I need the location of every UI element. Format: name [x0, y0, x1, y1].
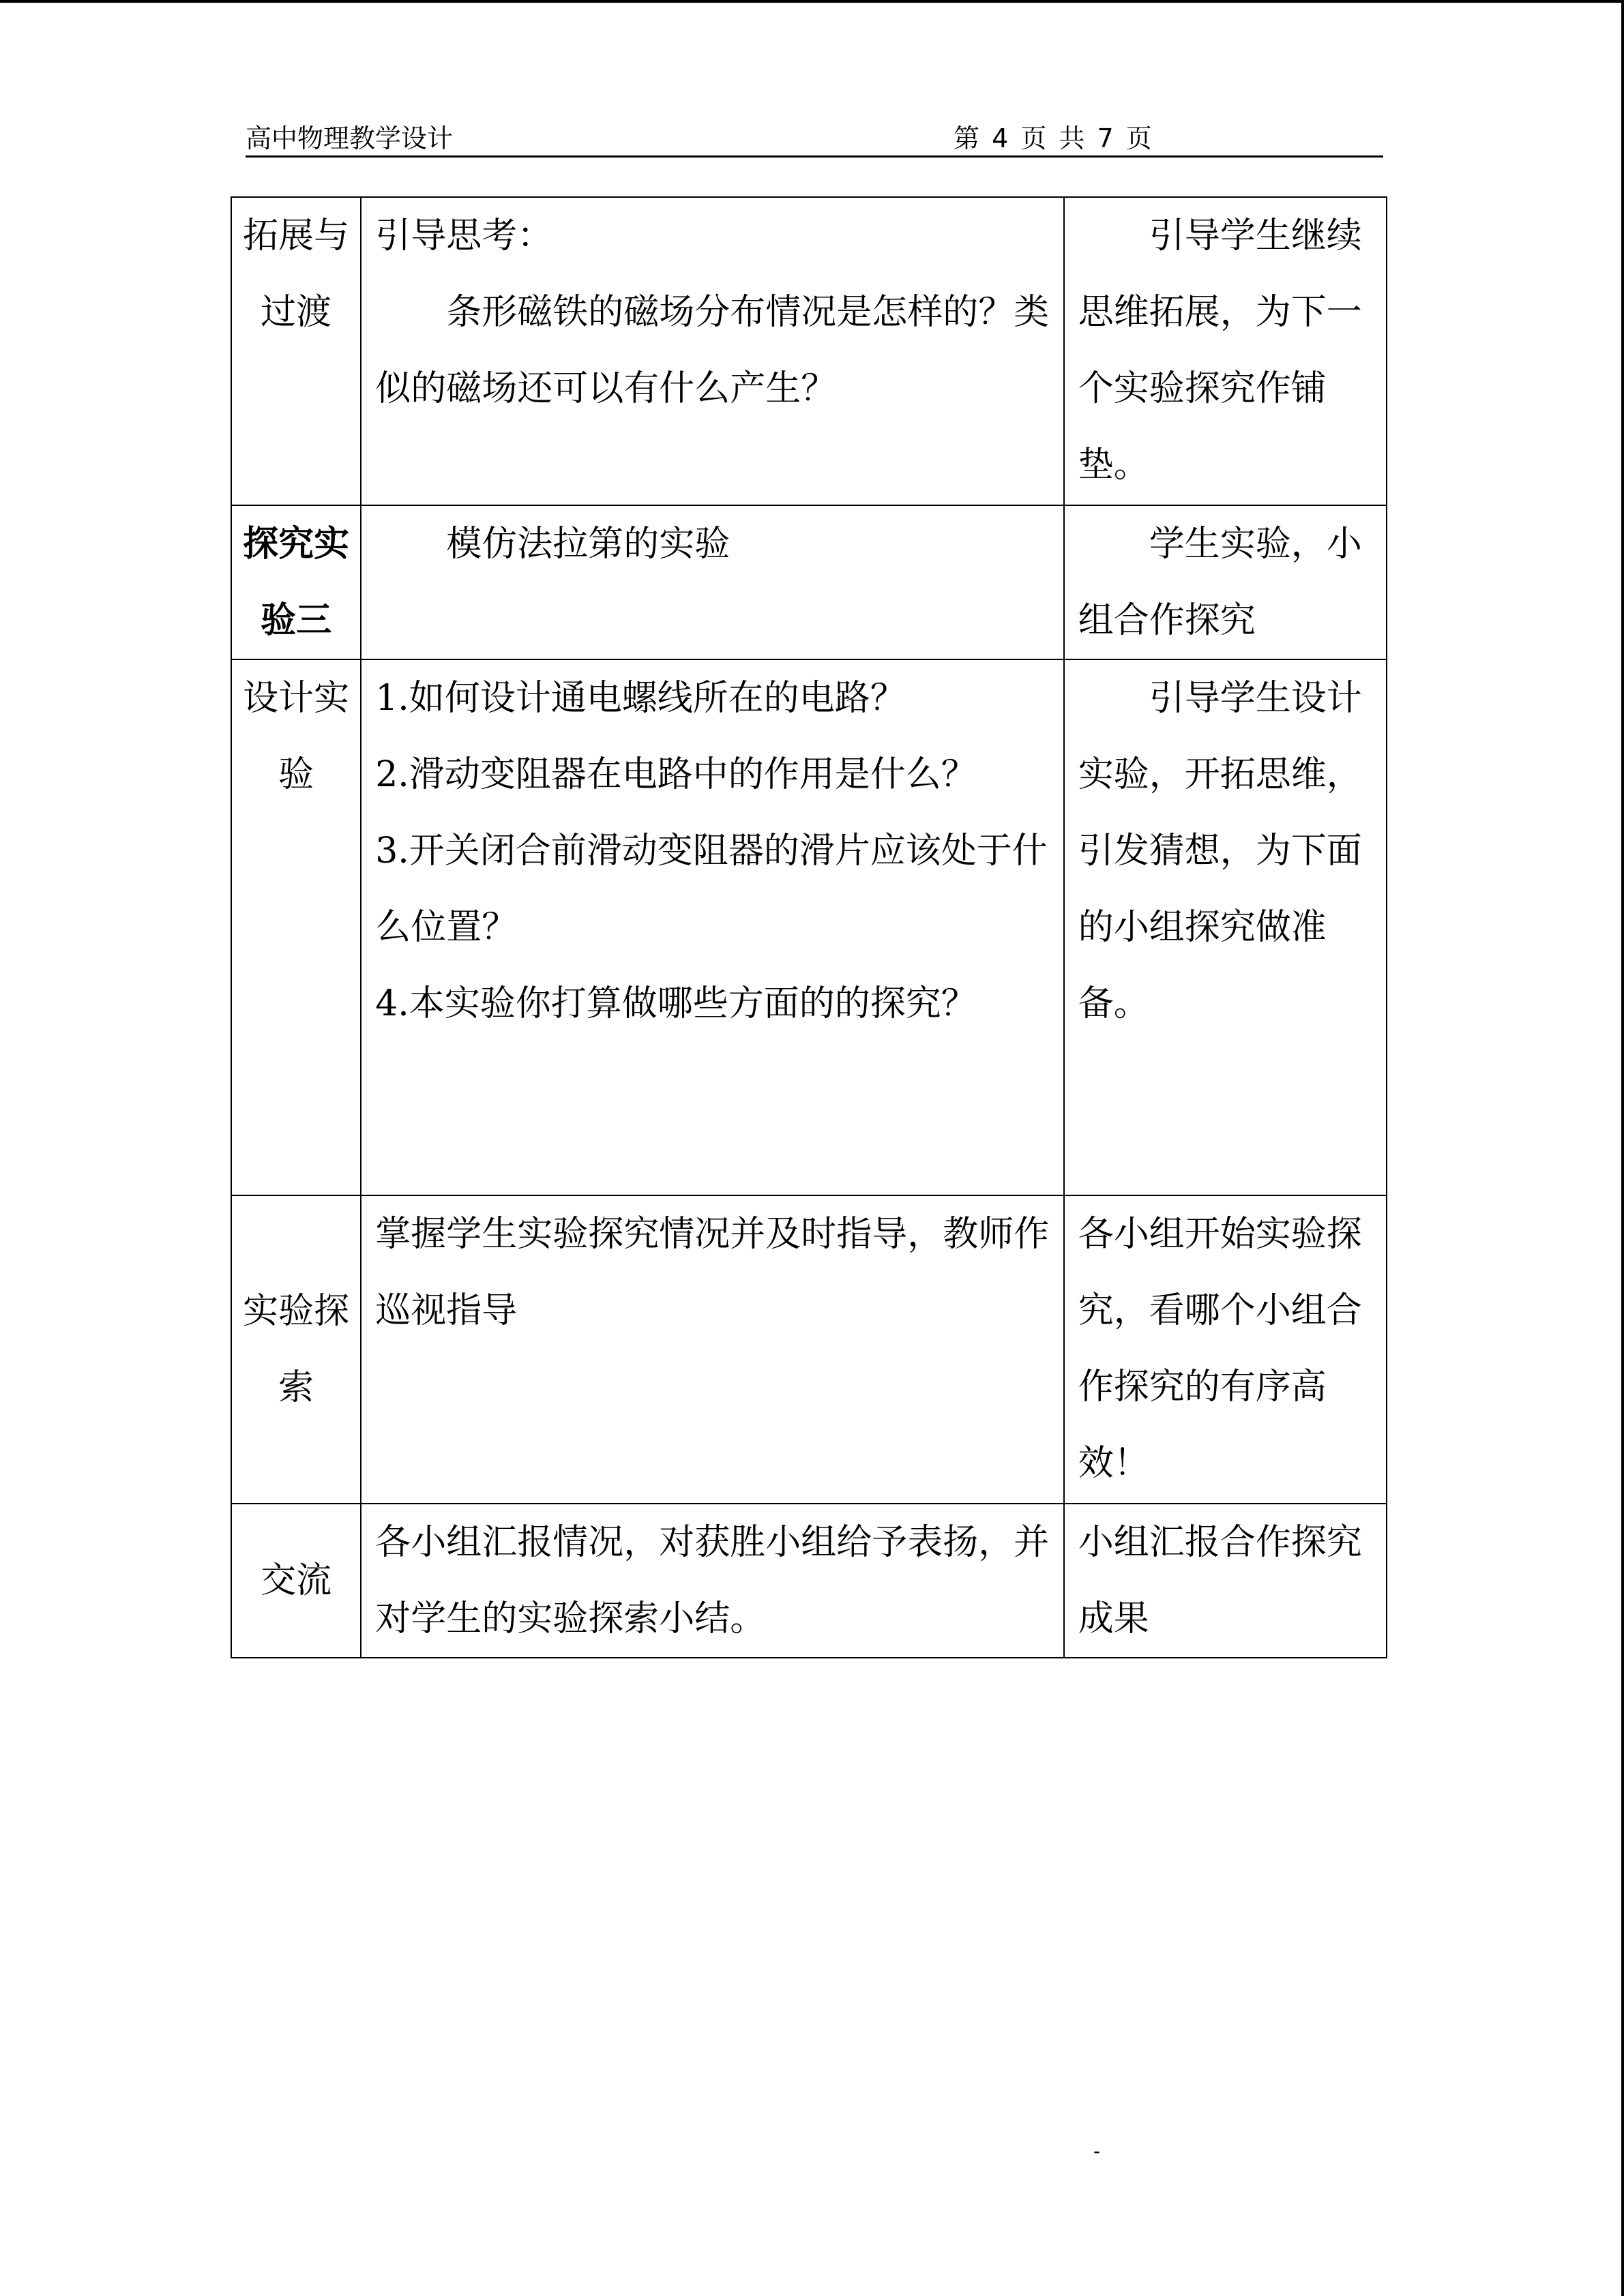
stage-label: 设计实验 [231, 659, 361, 1195]
design-intent: 引导学生继续思维拓展，为下一个实验探究作铺垫。 [1064, 197, 1387, 505]
table-row [231, 1195, 1387, 1504]
table-row [231, 659, 1387, 1195]
footer-mark: - [1093, 2140, 1101, 2162]
stage-label: 拓展与过渡 [231, 197, 361, 505]
page-number: 第 4 页 共 7 页 [954, 123, 1152, 153]
design-intent: 引导学生设计实验，开拓思维，引发猜想，为下面的小组探究做准备。 [1064, 659, 1387, 1195]
question-line: 3.开关闭合前滑动变阻器的滑片应该处于什么位置？ [375, 831, 1048, 948]
lesson-plan-table [231, 196, 1387, 1658]
stage-label: 交流 [231, 1504, 361, 1658]
design-intent: 各小组开始实验探究，看哪个小组合作探究的有序高效！ [1064, 1195, 1387, 1504]
teacher-activity [361, 1504, 1064, 1658]
activity-line: 各小组汇报情况，对获胜小组给予表扬，并对学生的实验探索小结。 [375, 1522, 1050, 1639]
activity-line: 掌握学生实验探究情况并及时指导，教师作巡视指导 [375, 1214, 1050, 1331]
teacher-activity [361, 197, 1064, 505]
document-title: 高中物理教学设计 [246, 123, 454, 153]
table-row [231, 505, 1387, 659]
activity-line: 引导思考： [375, 215, 553, 256]
stage-label: 实验探索 [231, 1195, 361, 1504]
teacher-activity [361, 659, 1064, 1195]
question-line: 2.滑动变阻器在电路中的作用是什么？ [375, 754, 977, 795]
table-row [231, 197, 1387, 505]
question-line: 1.如何设计通电螺线所在的电路？ [375, 678, 906, 719]
design-intent: 小组汇报合作探究成果 [1064, 1504, 1387, 1658]
question-line: 4.本实验你打算做哪些方面的的探究？ [375, 983, 977, 1024]
teacher-activity [361, 505, 1064, 659]
table-row [231, 1504, 1387, 1658]
page-header [246, 115, 1383, 158]
activity-line: 条形磁铁的磁场分布情况是怎样的？类似的磁场还可以有什么产生？ [375, 292, 1050, 409]
teacher-activity [361, 1195, 1064, 1504]
stage-label: 探究实验三 [231, 505, 361, 659]
activity-line: 模仿法拉第的实验 [446, 524, 730, 565]
design-intent: 学生实验，小组合作探究 [1064, 505, 1387, 659]
